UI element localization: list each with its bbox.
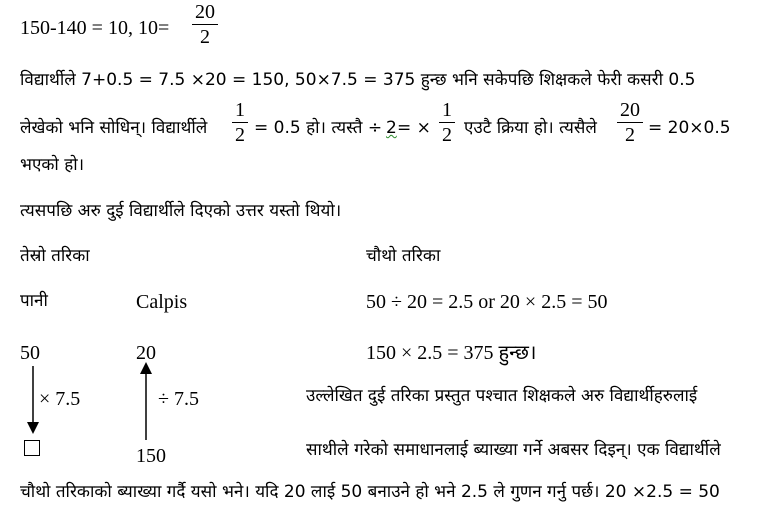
numerator: 20 (195, 1, 215, 23)
numerator: 20 (620, 99, 640, 121)
paragraph-line-6: साथीले गरेको समाधानलाई ब्याख्या गर्ने अबसर दिइन्। एक विद्यार्थीले (306, 440, 721, 460)
denominator: 2 (200, 26, 210, 48)
fourth-method-heading: चौथो तरिका (366, 246, 441, 266)
denominator: 2 (235, 124, 245, 146)
paragraph-line-2-part-a: लेखेको भनि सोधिन्। विद्यार्थीले (20, 118, 208, 138)
calpis-label: Calpis (136, 291, 188, 313)
denominator: 2 (442, 124, 452, 146)
paragraph-line-1: विद्यार्थीले 7+0.5 = 7.5 ×20 = 150, 50×7.5 = 375 हुन्छ भनि सकेपछि शिक्षकले फेरी कसरी 0.5 (20, 70, 696, 90)
division-equation: 50 ÷ 20 = 2.5 or 20 × 2.5 = 50 (366, 291, 608, 313)
paragraph-line-2-divisor: 2 (386, 118, 397, 138)
equation-line-1: 150-140 = 10, 10= (20, 17, 170, 39)
numerator: 1 (442, 99, 452, 121)
paragraph-line-5: उल्लेखित दुई तरिका प्रस्तुत पश्चात शिक्षकले अरु विद्यार्थीहरुलाई (306, 386, 698, 406)
paragraph-line-7: चौथो तरिकाको ब्याख्या गर्दै यसो भने। यदि 20 लाई 50 बनाउने हो भने 2.5 ले गुणन गर्नु पर्छ। 20 ×2.5 = 50 (20, 482, 720, 502)
value-50: 50 (20, 342, 40, 364)
divide-7-5-label: ÷ 7.5 (158, 388, 199, 410)
paragraph-line-4: त्यसपछि अरु दुई विद्यार्थीले दिएको उत्तर यस्तो थियो। (20, 201, 342, 221)
paragraph-line-2-part-e: = 20×0.5 (648, 118, 731, 138)
paragraph-line-2-part-d: एउटै क्रिया हो। त्यसैले (464, 118, 597, 138)
paragraph-line-2-part-b: = 0.5 हो। त्यस्तै ÷ (254, 118, 383, 138)
value-150: 150 (136, 445, 166, 467)
empty-answer-box (24, 440, 40, 456)
numerator: 1 (235, 99, 245, 121)
paragraph-line-2-part-c: = × (397, 118, 431, 138)
water-label: पानी (20, 291, 48, 311)
paragraph-line-3: भएको हो। (20, 155, 85, 175)
multiplication-equation: 150 × 2.5 = 375 हुन्छ। (366, 342, 537, 364)
third-method-heading: तेस्रो तरिका (20, 246, 90, 266)
value-20: 20 (136, 342, 156, 364)
times-7-5-label: × 7.5 (39, 388, 81, 410)
denominator: 2 (625, 124, 635, 146)
